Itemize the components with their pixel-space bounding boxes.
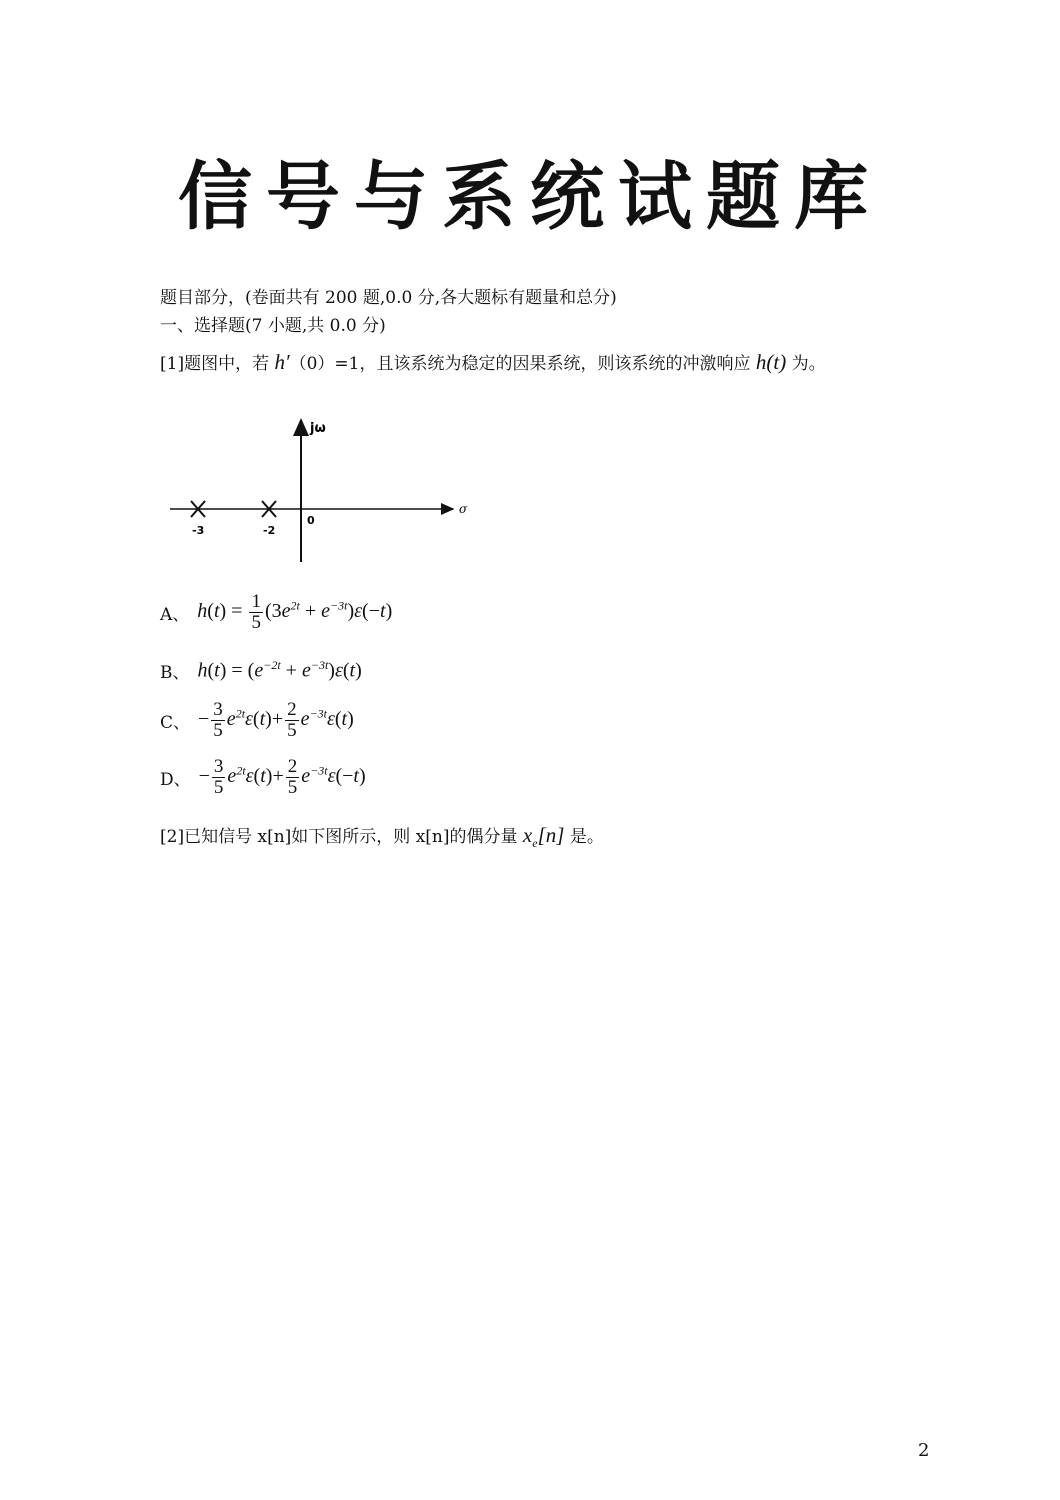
pole-zero-plot (165, 410, 475, 570)
pole-label-minus3: -3 (192, 524, 205, 537)
option-a-formula: h(t) = $\frac{1}{5}$ $(3e^{2t} + e^{-3t})\varepsilon(-t)$ (197, 591, 393, 633)
question-1-condition: （0）=1，且该系统为稳定的因果系统，则该系统的冲激响应 (289, 354, 751, 374)
question-1-ht: h(t) (755, 350, 787, 374)
question-2 (160, 822, 604, 851)
document-title: 信号与系统试题库 (178, 154, 882, 240)
page-number: 2 (918, 1440, 930, 1461)
origin-label: 0 (307, 514, 315, 527)
option-a-label: A、 (160, 605, 190, 625)
jomega-label: jω (310, 421, 326, 436)
question-1-hprime: h′ (274, 350, 290, 374)
sigma-label: σ (459, 502, 468, 516)
option-b-formula: $h(t) = (e^{-2t} + e^{-3t})\varepsilon(t)$ (197, 658, 362, 682)
option-c-formula: − $\frac{3}{5}$ $e^{2t}\varepsilon(t)+$ $\frac{2}{5}$ $e^{-3t}\varepsilon(t)$ (198, 699, 354, 741)
section-heading: 一、选择题(7 小题,共 0.0 分) (160, 316, 386, 336)
question-1-suffix: 为。 (791, 354, 826, 374)
question-1 (160, 349, 826, 375)
option-b-label: B、 (160, 663, 190, 683)
question-2-even-component: $x_e[n]$ (522, 823, 565, 851)
option-d[interactable] (160, 757, 366, 798)
option-b[interactable] (160, 658, 362, 683)
question-1-prefix: [1]题图中，若 (160, 354, 270, 374)
option-d-label: D、 (160, 770, 191, 790)
exam-meta: 题目部分，(卷面共有 200 题,0.0 分,各大题标有题量和总分) (160, 288, 617, 308)
question-2-suffix: 是。 (569, 827, 604, 847)
question-2-prefix: [2]已知信号 x[n]如下图所示，则 x[n]的偶分量 (160, 827, 518, 847)
option-c[interactable] (160, 700, 354, 741)
option-c-label: C、 (160, 713, 191, 733)
option-d-formula: − $\frac{3}{5}$ $e^{2t}\varepsilon(t)+$ $\frac{2}{5}$ $e^{-3t}\varepsilon(-t)$ (198, 756, 366, 798)
option-a[interactable] (160, 592, 392, 633)
pole-label-minus2: -2 (263, 524, 276, 537)
